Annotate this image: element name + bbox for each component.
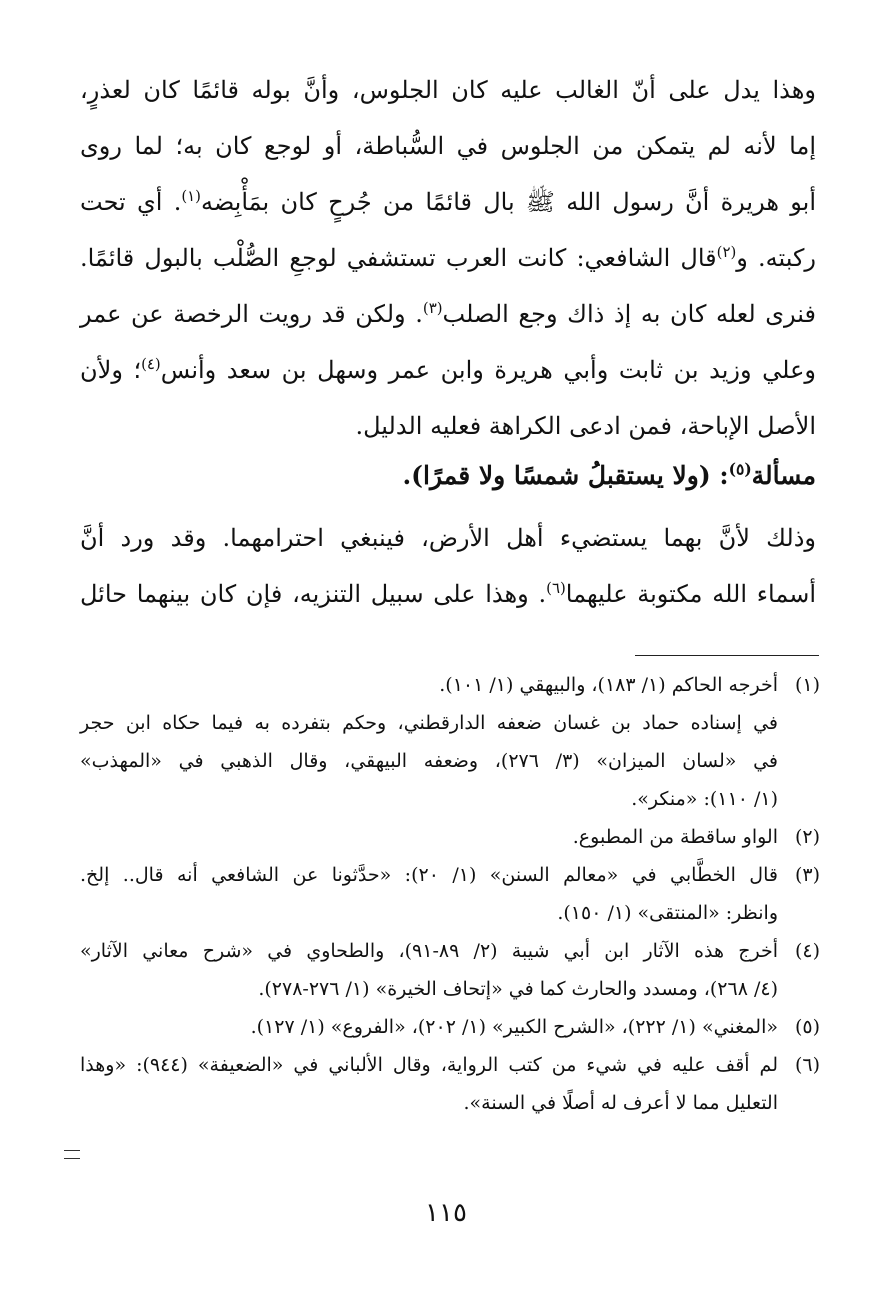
text-line-6 xyxy=(80,342,816,398)
footnote-2 xyxy=(80,818,820,856)
footnote-ref-2[interactable]: (٢) xyxy=(716,243,737,261)
text-line-7: الأصل الإباحة، فمن ادعى الكراهة فعليه الدليل. xyxy=(355,412,816,440)
text-segment: أسماء الله مكتوبة عليهما xyxy=(565,580,817,608)
footnote-number: (٦) xyxy=(794,1054,820,1076)
footnote-line: في «لسان الميزان» (٣/ ٢٧٦)، وضعفه البيهقي، وقال الذهبي في «المهذب» xyxy=(80,750,778,772)
footnote-line: (٤/ ٢٦٨)، ومسدد والحارث كما في «إتحاف الخيرة» (١/ ٢٧٦-٢٧٨). xyxy=(258,978,778,1000)
footnote-1 xyxy=(80,666,820,818)
footnote-5 xyxy=(80,1008,820,1046)
text-segment: . وهذا على سبيل التنزيه، فإن كان بينهما حائل xyxy=(80,580,547,608)
text-segment: ركبته. و xyxy=(736,244,816,272)
margin-mark xyxy=(64,1150,80,1159)
footnotes xyxy=(80,666,820,1122)
footnote-body xyxy=(80,1008,778,1046)
footnote-body xyxy=(80,856,778,932)
footnote-body xyxy=(80,1046,778,1122)
main-paragraph-2 xyxy=(80,510,816,622)
text-segment: قال الشافعي: كانت العرب تستشفي لوجعِ الصُّلْب بالبول قائمًا. xyxy=(80,244,717,272)
footnote-line: وانظر: «المنتقى» (١/ ١٥٠). xyxy=(557,902,778,924)
footnote-number: (٢) xyxy=(794,826,820,848)
footnote-ref-3[interactable]: (٣) xyxy=(422,299,443,317)
footnote-4 xyxy=(80,932,820,1008)
footnote-line: (١/ ١١٠): «منكر». xyxy=(631,788,778,810)
footnote-ref-1[interactable]: (١) xyxy=(181,187,201,205)
text-line-8: وذلك لأنَّ بهما يستضيء أهل الأرض، فينبغي احترامهما. وقد ورد أنَّ xyxy=(80,524,816,552)
footnote-3 xyxy=(80,856,820,932)
text-segment: وعلي وزيد بن ثابت وأبي هريرة وابن عمر وسهل بن سعد وأنس xyxy=(160,356,816,384)
text-segment: أبو هريرة أنَّ رسول الله ﷺ بال قائمًا من جُرحٍ كان بمَأْبِضه xyxy=(200,188,817,216)
footnote-ref-4[interactable]: (٤) xyxy=(141,355,161,373)
text-line-2: إما لأنه لم يتمكن من الجلوس في السُّباطة، أو لوجع كان به؛ لما روى xyxy=(80,132,816,160)
footnote-ref-6[interactable]: (٦) xyxy=(546,579,566,597)
footnote-number: (٣) xyxy=(794,864,820,886)
text-segment: . أي تحت xyxy=(80,188,182,216)
footnote-body xyxy=(80,666,778,818)
footnote-body xyxy=(80,818,778,856)
text-line-9 xyxy=(80,566,816,622)
footnote-separator xyxy=(635,655,819,656)
footnote-number: (٤) xyxy=(794,940,820,962)
footnote-line: في إسناده حماد بن غسان ضعفه الدارقطني، وحكم بتفرده به فيما حكاه ابن حجر xyxy=(80,712,778,734)
text-segment: فنرى لعله كان به إذ ذاك وجع الصلب xyxy=(442,300,816,328)
footnote-number: (١) xyxy=(794,674,820,696)
footnote-line: أخرجه الحاكم (١/ ١٨٣)، والبيهقي (١/ ١٠١). xyxy=(439,674,778,696)
footnote-number: (٥) xyxy=(794,1016,820,1038)
footnote-6 xyxy=(80,1046,820,1122)
footnote-body xyxy=(80,932,778,1008)
text-line-5 xyxy=(80,286,816,342)
footnote-line: «المغني» (١/ ٢٢٢)، «الشرح الكبير» (١/ ٢٠٢)، «الفروع» (١/ ١٢٧). xyxy=(250,1016,778,1038)
text-line-3 xyxy=(80,174,816,230)
footnote-line: أخرج هذه الآثار ابن أبي شيبة (٢/ ٨٩-٩١)، والطحاوي في «شرح معاني الآثار» xyxy=(80,940,778,962)
footnote-line: لم أقف عليه في شيء من كتب الرواية، وقال الألباني في «الضعيفة» (٩٤٤): «وهذا xyxy=(80,1054,778,1076)
text-segment: . ولكن قد رويت الرخصة عن عمر xyxy=(80,300,423,328)
footnote-ref-5[interactable]: (٥) xyxy=(728,459,752,479)
page-number: ١١٥ xyxy=(425,1198,467,1228)
text-line-4 xyxy=(80,230,816,286)
text-segment: ؛ ولأن xyxy=(80,356,142,384)
text-line-1: وهذا يدل على أنّ الغالب عليه كان الجلوس، وأنَّ بوله قائمًا كان لعذرٍ، xyxy=(80,76,816,104)
footnote-line: قال الخطَّابي في «معالم السنن» (١/ ٢٠): «حدَّثونا عن الشافعي أنه قال.. إلخ. xyxy=(80,864,778,886)
heading-word: مسألة xyxy=(751,461,816,490)
footnote-line: الواو ساقطة من المطبوع. xyxy=(572,826,778,848)
main-paragraph-1 xyxy=(80,62,816,454)
footnote-line: التعليل مما لا أعرف له أصلًا في السنة». xyxy=(463,1092,778,1114)
issue-heading xyxy=(80,448,816,504)
heading-text: : (ولا يستقبلُ شمسًا ولا قمرًا). xyxy=(402,461,729,490)
